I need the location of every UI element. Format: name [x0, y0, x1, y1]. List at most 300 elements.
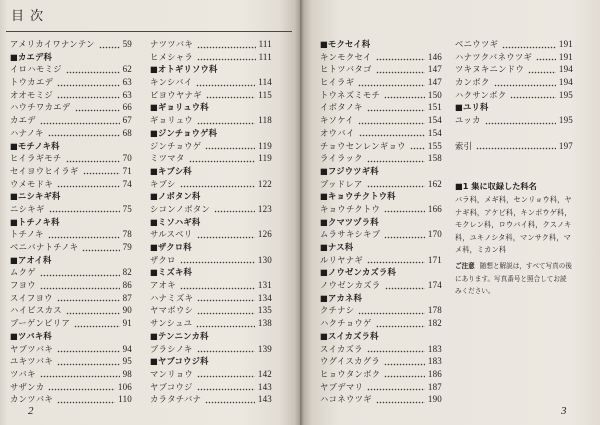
- entry-name: ヤブコウジ: [150, 381, 193, 392]
- toc-entry: [150, 279, 272, 292]
- toc-column: [455, 38, 573, 127]
- toc-column: [150, 38, 272, 406]
- entry-name: スイフヨウ: [10, 292, 53, 303]
- toc-entry: [10, 152, 132, 165]
- toc-entry: [150, 343, 272, 356]
- toc-entry: [150, 51, 272, 64]
- dot-leader: [82, 241, 119, 254]
- family-heading: ■ミズキ科: [150, 267, 193, 278]
- dot-leader: [197, 51, 255, 64]
- entry-name: アオキ: [150, 280, 176, 291]
- dot-leader: [197, 292, 255, 305]
- entry-page-number: 162: [427, 178, 442, 189]
- entry-page-number: 195: [558, 115, 573, 126]
- entry-page-number: 197: [558, 140, 573, 151]
- entry-name: ヒイラギモチ: [10, 153, 62, 164]
- entry-page-number: 155: [427, 140, 442, 151]
- dot-leader: [358, 114, 425, 127]
- entry-page-number: 139: [257, 343, 272, 354]
- toc-entry: [455, 63, 573, 76]
- entry-name: トウカエデ: [10, 77, 54, 88]
- entry-page-number: 154: [427, 127, 442, 138]
- toc-entry: [10, 279, 132, 292]
- toc-entry: [320, 101, 442, 114]
- toc-entry: [320, 279, 442, 292]
- dot-leader: [197, 38, 256, 51]
- dot-leader: [205, 393, 255, 406]
- dot-leader: [196, 76, 255, 89]
- dot-leader: [536, 51, 556, 64]
- toc-entry: [10, 63, 132, 76]
- dot-leader: [384, 228, 424, 241]
- toc-entry: [320, 343, 442, 356]
- entry-name: ベニウツギ: [455, 39, 499, 49]
- dot-leader: [66, 304, 120, 317]
- entry-name: ムクゲ: [10, 267, 36, 278]
- toc-entry: [150, 38, 272, 51]
- family-heading: ■ユリ科: [455, 102, 489, 113]
- toc-entry: [150, 381, 272, 394]
- dot-leader: [57, 76, 119, 89]
- entry-page-number: 154: [427, 115, 442, 126]
- entry-page-number: 66: [122, 102, 132, 113]
- entry-name: ナツツバキ: [150, 39, 193, 49]
- entry-page-number: 191: [558, 51, 573, 62]
- entry-page-number: 138: [257, 318, 272, 329]
- family-heading: ■オトギリソウ科: [150, 64, 218, 75]
- entry-page-number: 111: [258, 39, 272, 49]
- entry-name: サザンカ: [10, 381, 45, 392]
- entry-page-number: 126: [257, 229, 272, 240]
- toc-entry: [10, 266, 132, 279]
- collected-families-list: [455, 194, 573, 257]
- entry-name: シコンノボタン: [150, 203, 211, 214]
- entry-page-number: 147: [427, 64, 442, 75]
- entry-page-number: 147: [427, 77, 442, 88]
- entry-name: ハナツクバネウツギ: [455, 51, 533, 62]
- toc-entry: [150, 317, 272, 330]
- entry-name: イボタノキ: [320, 102, 363, 113]
- entry-name: ベニバナトチノキ: [10, 242, 79, 252]
- family-heading: ■フジウツギ科: [320, 165, 379, 176]
- dot-leader: [48, 127, 120, 140]
- entry-name: トチノキ: [10, 229, 44, 240]
- entry-page-number: 87: [122, 292, 132, 303]
- entry-name: ルリヤナギ: [320, 254, 364, 265]
- entry-name: セイヨウヒイラギ: [10, 165, 79, 176]
- toc-entry: [455, 76, 573, 89]
- family-heading: ■クマツヅラ科: [320, 216, 379, 227]
- entry-name: カンボク: [455, 77, 490, 88]
- toc-entry: [10, 38, 132, 51]
- entry-name: ヒョウタンボク: [320, 368, 381, 379]
- collected-families-heading: ■1 集に収録した科名: [455, 181, 537, 191]
- dot-leader: [367, 343, 425, 356]
- dot-leader: [40, 279, 120, 292]
- entry-page-number: 63: [122, 77, 132, 88]
- toc-entry: [320, 304, 442, 317]
- entry-name: スイカズラ: [320, 343, 363, 354]
- entry-name: ハウチワカエデ: [10, 102, 71, 113]
- entry-page-number: 91: [122, 318, 132, 329]
- entry-page-number: 118: [258, 115, 272, 126]
- entry-page-number: 183: [427, 343, 442, 354]
- toc-entry: [10, 178, 132, 191]
- entry-page-number: 119: [258, 140, 272, 151]
- entry-name: サンシュユ: [150, 318, 193, 329]
- entry-name: カラタチバナ: [150, 394, 202, 405]
- entry-page-number: 106: [117, 381, 132, 392]
- entry-name: ウグイスカグラ: [320, 356, 381, 367]
- entry-name: ユキツバキ: [10, 356, 54, 367]
- dot-leader: [180, 254, 255, 267]
- dot-leader: [384, 355, 425, 368]
- dot-leader: [74, 317, 119, 330]
- dot-leader: [40, 114, 120, 127]
- entry-page-number: 183: [427, 356, 442, 367]
- toc-entry: [10, 292, 132, 305]
- entry-name: ツキヌキニンドウ: [455, 64, 525, 75]
- dot-leader: [485, 114, 556, 127]
- entry-page-number: 94: [122, 343, 132, 354]
- entry-name: ノウゼンカズラ: [320, 280, 381, 291]
- family-heading: ■キョウチクトウ科: [320, 191, 396, 202]
- entry-page-number: 68: [122, 127, 132, 138]
- entry-name: ユッカ: [455, 115, 481, 126]
- dot-leader: [384, 368, 424, 381]
- entry-page-number: 191: [558, 39, 573, 49]
- family-heading: ■ツバキ科: [10, 330, 52, 341]
- toc-entry: [150, 114, 272, 127]
- entry-page-number: 194: [558, 77, 573, 88]
- toc-entry: [150, 292, 272, 305]
- toc-entry: [150, 393, 272, 406]
- entry-page-number: 90: [122, 305, 132, 316]
- toc-entry: [320, 368, 442, 381]
- dot-leader: [197, 228, 255, 241]
- entry-name: クチナシ: [320, 305, 355, 316]
- toc-entry: [320, 89, 442, 102]
- entry-page-number: 171: [427, 254, 442, 265]
- entry-name: キンシバイ: [150, 77, 193, 88]
- dot-leader: [367, 254, 425, 267]
- entry-page-number: 190: [427, 394, 442, 405]
- entry-name: ミツマタ: [150, 153, 185, 164]
- toc-entry: [10, 203, 132, 216]
- toc-entry: [320, 393, 442, 406]
- dot-leader: [180, 279, 255, 292]
- entry-page-number: 86: [122, 280, 132, 291]
- entry-name: キンモクセイ: [320, 51, 372, 62]
- entry-name: ビヨウヤナギ: [150, 89, 202, 100]
- entry-name: フヨウ: [10, 280, 36, 291]
- toc-entry: [10, 101, 132, 114]
- entry-page-number: 78: [122, 229, 132, 240]
- entry-page-number: 71: [122, 165, 132, 176]
- dot-leader: [66, 152, 120, 165]
- toc-entry: [10, 241, 132, 254]
- family-heading: ■ミソハギ科: [150, 216, 201, 227]
- family-heading: ■スイカズラ科: [320, 330, 379, 341]
- toc-entry: [10, 355, 132, 368]
- entry-page-number: 134: [257, 292, 272, 303]
- dot-leader: [197, 114, 255, 127]
- dot-leader: [494, 76, 556, 89]
- dot-leader: [376, 317, 425, 330]
- entry-name: チョウセンレンギョウ: [320, 140, 406, 151]
- collected-families-line: 科，ユキノシタ科，マンサク科，マ: [455, 232, 571, 242]
- notice-label: ご注意: [455, 262, 475, 270]
- entry-name: カンツバキ: [10, 394, 54, 405]
- entry-name: マンリョウ: [150, 368, 193, 379]
- toc-entry: [320, 140, 442, 153]
- notice-line: みください。: [455, 287, 495, 295]
- toc-entry: [150, 254, 272, 267]
- toc-entry: [10, 343, 132, 356]
- family-heading: ■ザクロ科: [150, 242, 192, 252]
- toc-entry: [150, 203, 272, 216]
- entry-name: ヤブデマリ: [320, 381, 364, 392]
- entry-name: オオモミジ: [10, 89, 53, 100]
- entry-page-number: 119: [258, 153, 272, 164]
- family-heading: ■ギョリュウ科: [150, 102, 209, 113]
- entry-name: ハクサンボク: [455, 89, 507, 100]
- entry-page-number: 110: [118, 394, 132, 405]
- dot-leader: [510, 89, 555, 102]
- entry-page-number: 135: [257, 305, 272, 316]
- entry-page-number: 59: [122, 39, 132, 49]
- entry-name: ハナノキ: [10, 127, 44, 138]
- dot-leader: [75, 101, 120, 114]
- toc-entry: [10, 381, 132, 394]
- toc-entry: [150, 140, 272, 153]
- entry-name: ライラック: [320, 153, 363, 164]
- toc-entry: [320, 127, 442, 140]
- toc-entry: [320, 228, 442, 241]
- entry-page-number: 187: [427, 381, 442, 392]
- toc-entry: [320, 355, 442, 368]
- notice: [455, 260, 575, 298]
- family-heading: ■ジンチョウゲ科: [150, 127, 218, 138]
- entry-name: ハコネウツギ: [320, 394, 372, 405]
- dot-leader: [376, 63, 425, 76]
- toc-entry: [320, 203, 442, 216]
- page-number-left: 2: [28, 405, 34, 417]
- dot-leader: [197, 368, 255, 381]
- entry-page-number: 146: [427, 51, 442, 62]
- toc-entry: [455, 89, 573, 102]
- dot-leader: [358, 76, 425, 89]
- entry-name: ハクチョウゲ: [320, 318, 372, 329]
- family-heading: ■ノボタン科: [150, 191, 201, 202]
- family-heading: ■テンニンカ科: [150, 330, 209, 341]
- dot-leader: [83, 165, 120, 178]
- toc-entry: [10, 165, 132, 178]
- entry-page-number: 158: [427, 153, 442, 164]
- entry-name: ウメモドキ: [10, 178, 53, 189]
- family-heading: ■ニシキギ科: [10, 191, 61, 202]
- toc-entry: [150, 368, 272, 381]
- entry-name: オウバイ: [320, 127, 355, 138]
- entry-page-number: 131: [257, 280, 272, 291]
- dot-leader: [57, 178, 120, 191]
- dot-leader: [48, 228, 120, 241]
- entry-page-number: 115: [258, 89, 272, 100]
- toc-column: [10, 38, 132, 406]
- entry-page-number: 75: [122, 203, 132, 214]
- dot-leader: [528, 63, 556, 76]
- dot-leader: [214, 203, 255, 216]
- dot-leader: [48, 381, 114, 394]
- dot-leader: [57, 355, 120, 368]
- toc-entry: [10, 89, 132, 102]
- toc-entry: [320, 51, 442, 64]
- entry-name: ヒメシャラ: [150, 51, 194, 62]
- dot-leader: [49, 203, 120, 216]
- dot-leader: [197, 343, 255, 356]
- toc-entry: [150, 152, 272, 165]
- family-heading: ■キブシ科: [150, 165, 192, 176]
- family-heading: ■ノウゼンカズラ科: [320, 267, 397, 278]
- notice-text: 随想と解説は，すべて写真の後: [479, 262, 572, 270]
- dot-leader: [189, 152, 256, 165]
- toc-entry: [320, 317, 442, 330]
- entry-name: イロハモミジ: [10, 64, 62, 75]
- toc-column: [320, 38, 442, 406]
- dot-leader: [367, 178, 425, 191]
- toc-entry: [150, 76, 272, 89]
- entry-page-number: 114: [258, 77, 272, 88]
- dot-leader: [384, 203, 425, 216]
- toc-entry: [150, 178, 272, 191]
- dot-leader: [476, 140, 556, 153]
- entry-name: トウネズミモチ: [320, 89, 381, 100]
- dot-leader: [197, 304, 255, 317]
- entry-name: ハナミズキ: [150, 292, 194, 303]
- dot-leader: [196, 317, 254, 330]
- entry-page-number: 186: [427, 368, 442, 379]
- toc-entry: [10, 317, 132, 330]
- dot-leader: [206, 89, 255, 102]
- family-heading: ■トチノキ科: [10, 216, 60, 227]
- family-heading: ■ナス科: [320, 242, 354, 252]
- entry-page-number: 143: [257, 381, 272, 392]
- toc-entry: [320, 114, 442, 127]
- dot-leader: [367, 381, 425, 394]
- entry-page-number: 182: [427, 318, 442, 329]
- toc-entry: [150, 304, 272, 317]
- entry-name: キソケイ: [320, 115, 354, 126]
- dot-leader: [205, 140, 255, 153]
- entry-page-number: 150: [427, 89, 442, 100]
- entry-page-number: 194: [558, 64, 573, 75]
- entry-name: キョウチクトウ: [320, 203, 381, 214]
- dot-leader: [359, 127, 425, 140]
- toc-entry: [10, 76, 132, 89]
- entry-page-number: 130: [257, 254, 272, 265]
- dot-leader: [180, 178, 255, 191]
- dot-leader: [376, 393, 425, 406]
- toc-entry: [320, 63, 442, 76]
- dot-leader: [40, 368, 120, 381]
- entry-page-number: 195: [558, 89, 573, 100]
- dot-leader: [367, 152, 425, 165]
- collected-families-line: バラ科，メギ科，センリョウ科，ヤ: [455, 195, 572, 204]
- entry-name: ブッドレア: [320, 178, 363, 189]
- entry-name: キブシ: [150, 178, 176, 189]
- entry-name: ムラサキシキブ: [320, 229, 381, 240]
- entry-page-number: 143: [257, 394, 272, 405]
- dot-leader: [57, 343, 120, 356]
- collected-families-line: ナギ科，アケビ科，キンポウゲ科，: [455, 207, 572, 217]
- entry-page-number: 82: [122, 267, 132, 278]
- entry-page-number: 111: [258, 51, 272, 62]
- entry-name: アメリカイワナンテン: [10, 39, 95, 49]
- entry-page-number: 151: [427, 102, 442, 113]
- entry-page-number: 74: [122, 178, 132, 189]
- dot-leader: [384, 89, 425, 102]
- entry-name: ザクロ: [150, 254, 176, 265]
- family-heading: ■カエデ科: [10, 51, 53, 62]
- entry-page-number: 142: [257, 368, 272, 379]
- dot-leader: [410, 140, 425, 153]
- toc-entry: [320, 254, 442, 267]
- entry-name: ニシキギ: [10, 203, 45, 214]
- dot-leader: [57, 292, 120, 305]
- collected-families-line: モクレン科，ロウバイ科，クスノキ: [455, 220, 572, 229]
- dot-leader: [57, 393, 115, 406]
- entry-page-number: 170: [427, 229, 442, 240]
- entry-page-number: 62: [122, 64, 132, 75]
- title-underline: [6, 31, 292, 32]
- entry-name: ヤブツバキ: [10, 343, 54, 354]
- entry-name: ヒトツバタゴ: [320, 64, 372, 75]
- dot-leader: [66, 63, 120, 76]
- dot-leader: [57, 89, 120, 102]
- family-heading: ■モチノキ科: [10, 140, 60, 151]
- toc-entry: [10, 114, 132, 127]
- entry-page-number: 67: [122, 115, 132, 126]
- entry-page-number: 79: [122, 242, 132, 252]
- toc-entry: [320, 152, 442, 165]
- toc-entry: [320, 381, 442, 394]
- toc-entry: [455, 51, 573, 64]
- collected-families-line: メ科，ミカン科: [455, 245, 507, 254]
- dot-leader: [197, 381, 255, 394]
- dot-leader: [385, 279, 425, 292]
- toc-entry: [150, 228, 272, 241]
- toc-entry: [150, 89, 272, 102]
- entry-page-number: 63: [122, 89, 132, 100]
- dot-leader: [376, 51, 425, 64]
- dot-leader: [502, 38, 556, 51]
- entry-name: ヒイラギ: [320, 77, 355, 88]
- page-number-right: 3: [561, 405, 567, 417]
- entry-page-number: 174: [427, 280, 442, 291]
- family-heading: ■ヤブコウジ科: [150, 356, 209, 367]
- entry-name: ヤマボウシ: [150, 305, 194, 316]
- dot-leader: [367, 101, 425, 114]
- toc-entry-index: [455, 140, 573, 153]
- entry-page-number: 123: [257, 203, 272, 214]
- entry-name: 索引: [455, 140, 473, 151]
- entry-name: サルスベリ: [150, 229, 193, 240]
- entry-name: ハイビスカス: [10, 305, 62, 316]
- toc-entry: [320, 76, 442, 89]
- toc-entry: [10, 127, 132, 140]
- entry-name: ジンチョウゲ: [150, 140, 202, 151]
- toc-entry: [455, 114, 573, 127]
